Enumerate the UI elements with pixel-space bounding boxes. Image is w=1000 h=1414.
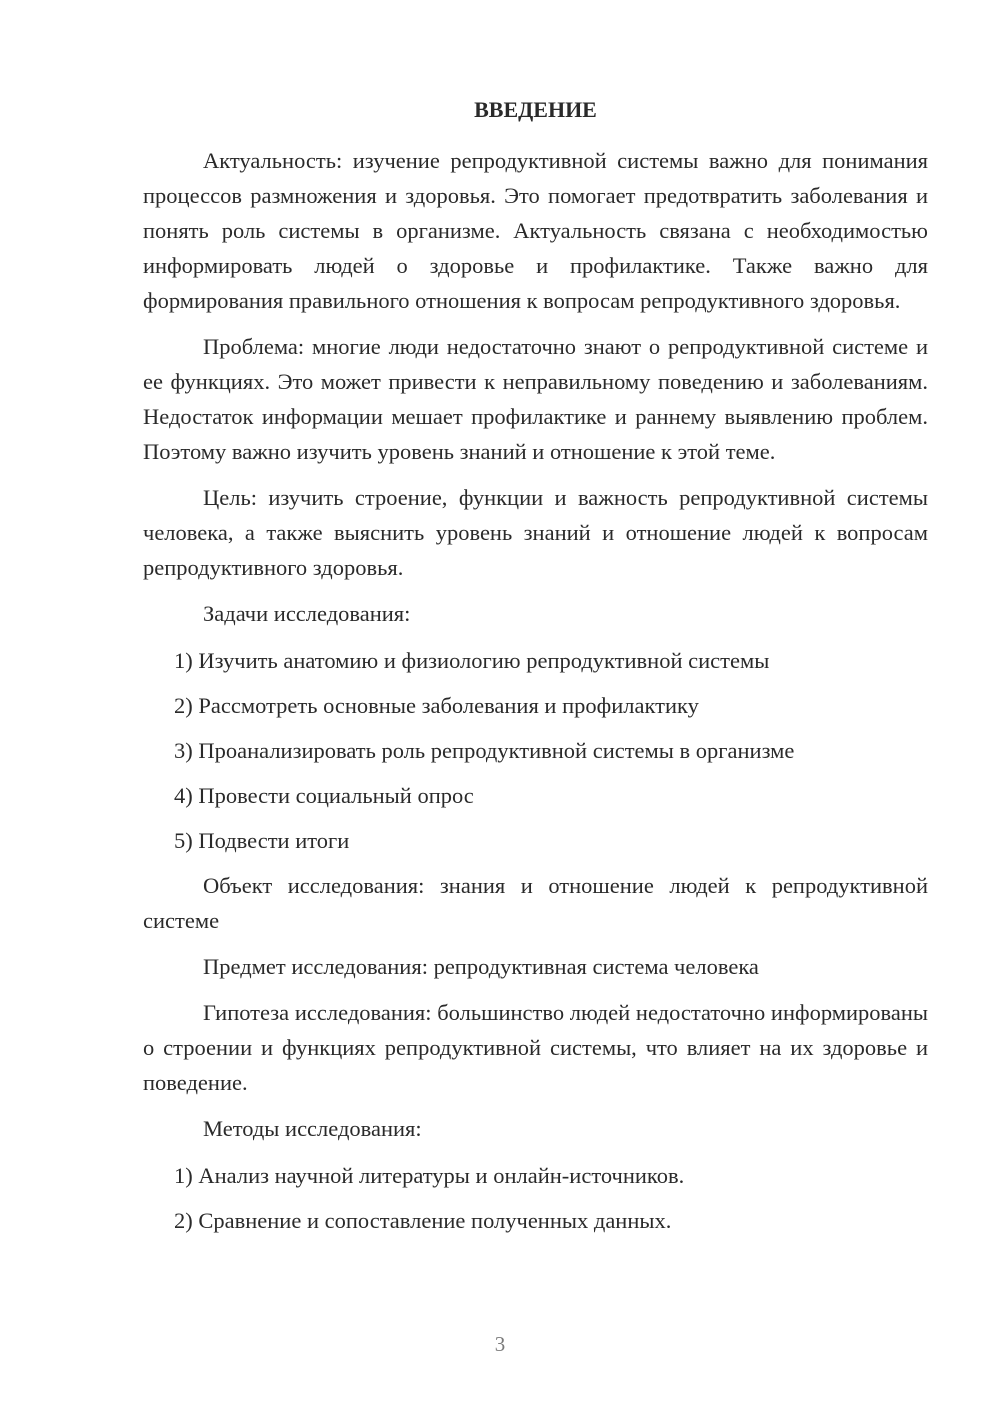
task-item: 2) Рассмотреть основные заболевания и профилактику — [174, 693, 699, 718]
page-title: ВВЕДЕНИЕ — [474, 97, 597, 122]
task-item: 4) Провести социальный опрос — [174, 783, 474, 808]
tasks-label: Задачи исследования: — [203, 601, 411, 626]
relevance-paragraph: Актуальность: изучение репродуктивной системы важно для понимания процессов размножения и здоровья. Это помогает предотвратить заболевания и понять роль системы в организме. Актуальность связана с необходимостью информировать людей о здоровье и профилактике. Также важно для формирования правильного отношения к вопросам репродуктивного здоровья. — [143, 148, 928, 313]
hypothesis-paragraph: Гипотеза исследования: большинство людей недостаточно информированы о строении и функциях репродуктивной системы, что влияет на их здоровье и поведение. — [143, 1000, 928, 1095]
task-item: 1) Изучить анатомию и физиологию репродуктивной системы — [174, 648, 770, 673]
subject-paragraph: Предмет исследования: репродуктивная система человека — [203, 954, 759, 979]
document-page — [143, 95, 928, 1248]
goal-paragraph: Цель: изучить строение, функции и важность репродуктивной системы человека, а также выяснить уровень знаний и отношение людей к вопросам репродуктивного здоровья. — [143, 485, 928, 580]
problem-paragraph: Проблема: многие люди недостаточно знают о репродуктивной системе и ее функциях. Это может привести к неправильному поведению и заболеваниям. Недостаток информации мешает профилактике и раннему выявлению проблем. Поэтому важно изучить уровень знаний и отношение к этой теме. — [143, 334, 928, 464]
methods-label: Методы исследования: — [203, 1116, 422, 1141]
method-item: 2) Сравнение и сопоставление полученных данных. — [174, 1208, 672, 1233]
task-item: 3) Проанализировать роль репродуктивной системы в организме — [174, 738, 795, 763]
task-item: 5) Подвести итоги — [174, 828, 350, 853]
object-paragraph: Объект исследования: знания и отношение людей к репродуктивной системе — [143, 873, 928, 933]
page-number: 3 — [494, 1332, 506, 1356]
methods-list — [143, 1158, 928, 1238]
tasks-list — [143, 643, 928, 858]
method-item: 1) Анализ научной литературы и онлайн-источников. — [174, 1163, 685, 1188]
